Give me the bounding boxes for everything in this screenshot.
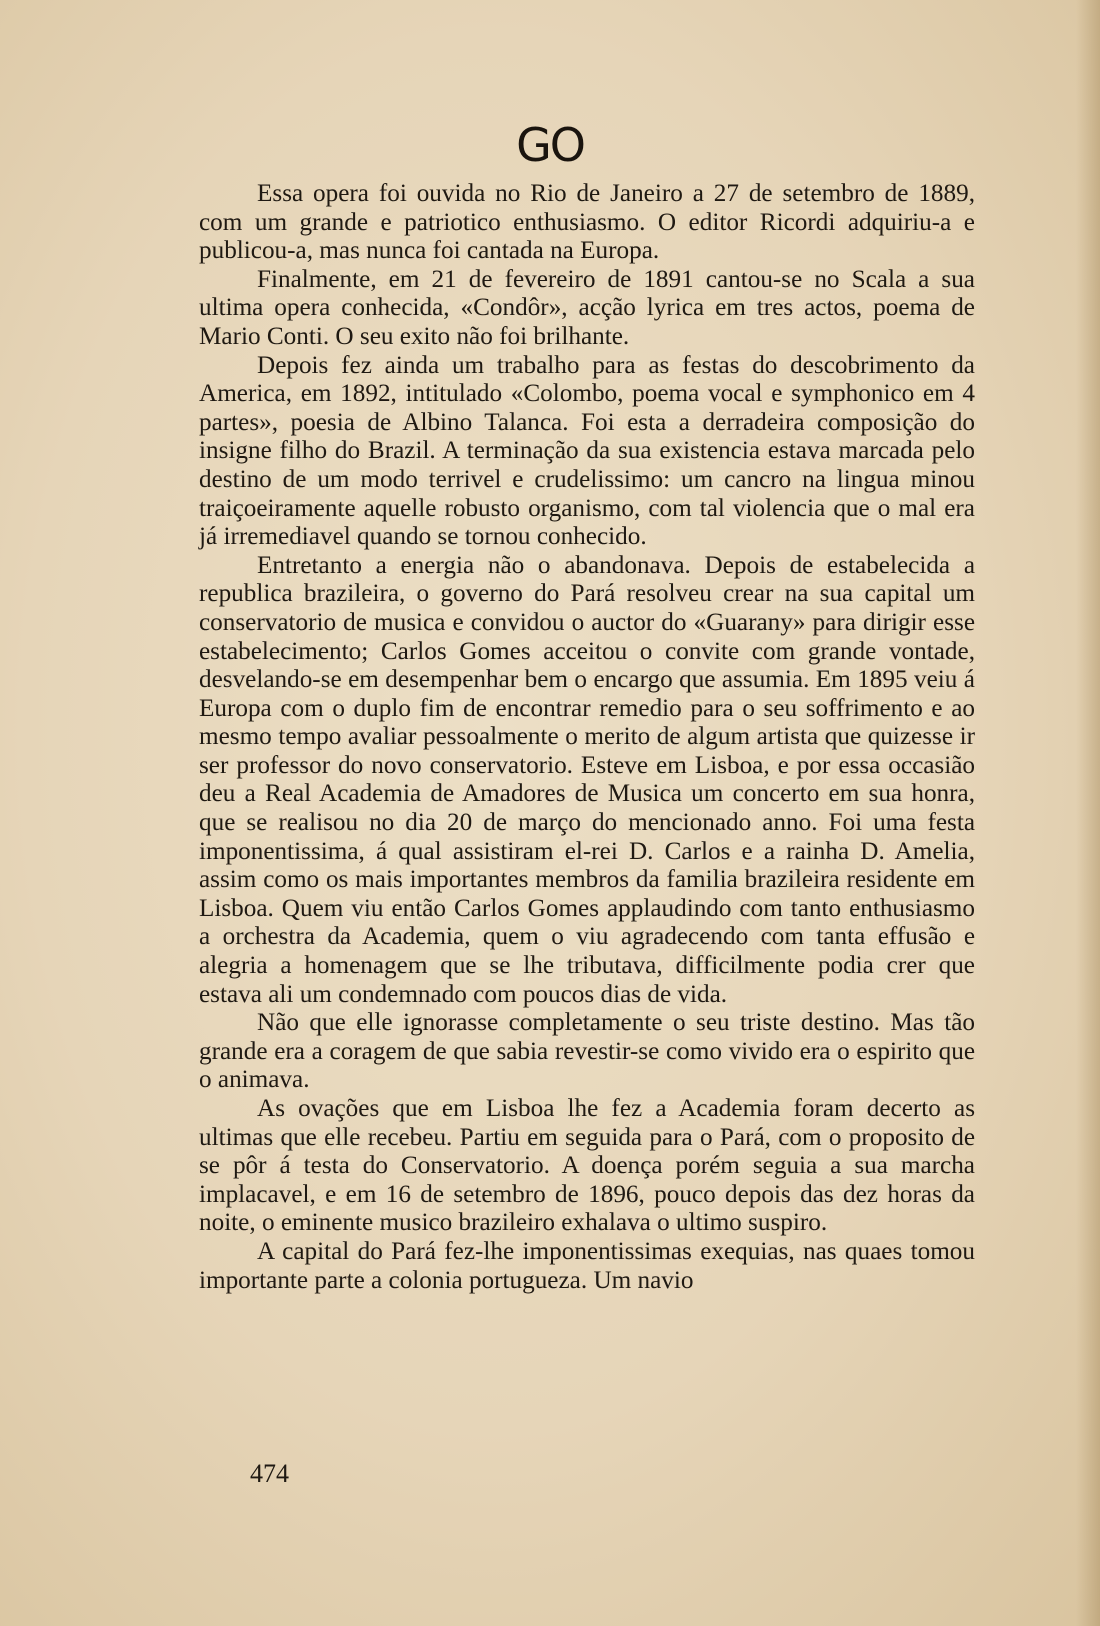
body-text [199, 180, 975, 1295]
paragraph-5: Não que elle ignorasse completamente o seu triste destino. Mas tão grande era a coragem de que sabia revestir-se como vivido era o espirito que o animava. [199, 1009, 975, 1094]
page-number: 474 [250, 1459, 289, 1488]
paragraph-3: Depois fez ainda um trabalho para as festas do descobrimento da America, em 1892, intitulado «Colombo, poema vocal e symphonico em 4 partes», poesia de Albino Talanca. Foi esta a derradeira composição do insigne filho do Brazil. A terminação da sua existencia estava marcada pelo destino de um modo terrivel e crudelissimo: um cancro na lingua minou traiçoeiramente aquelle robusto organismo, com tal violencia que o mal era já irremediavel quando se tornou conhecido. [199, 351, 975, 551]
paragraph-7: A capital do Pará fez-lhe imponentissimas exequias, nas quaes tomou importante parte a colonia portugueza. Um navio [199, 1237, 975, 1294]
paragraph-2: Finalmente, em 21 de fevereiro de 1891 cantou-se no Scala a sua ultima opera conhecida, «Condôr», acção lyrica em tres actos, poema de Mario Conti. O seu exito não foi brilhante. [199, 265, 975, 350]
paragraph-1: Essa opera foi ouvida no Rio de Janeiro a 27 de setembro de 1889, com um grande e patriotico enthusiasmo. O editor Ricordi adquiriu-a e publicou-a, mas nunca foi cantada na Europa. [199, 180, 975, 265]
paragraph-4: Entretanto a energia não o abandonava. Depois de estabelecida a republica brazileira, o governo do Pará resolveu crear na sua capital um conservatorio de musica e convidou o auctor do «Guarany» para dirigir esse estabelecimento; Carlos Gomes acceitou o convite com grande vontade, desvelando-se em desempenhar bem o encargo que assumia. Em 1895 veiu á Europa com o duplo fim de encontrar remedio para o seu soffrimento e ao mesmo tempo avaliar pessoalmente o merito de algum artista que quizesse ir ser professor do novo conservatorio. Esteve em Lisboa, e por essa occasião deu a Real Academia de Amadores de Musica um concerto em sua honra, que se realisou no dia 20 de março do mencionado anno. Foi uma festa imponentissima, á qual assistiram el-rei D. Carlos e a rainha D. Amelia, assim como os mais importantes membros da familia brazileira residente em Lisboa. Quem viu então Carlos Gomes applaudindo com tanto enthusiasmo a orchestra da Academia, quem o viu agradecendo com tanta effusão e alegria a homenagem que se lhe tributava, difficilmente podia crer que estava ali um condemnado com poucos dias de vida. [199, 551, 975, 1008]
paragraph-6: As ovações que em Lisboa lhe fez a Academia foram decerto as ultimas que elle recebeu. Partiu em seguida para o Pará, com o proposito de se pôr á testa do Conservatorio. A doença porém seguia a sua marcha implacavel, e em 16 de setembro de 1896, pouco depois das dez horas da noite, o eminente musico brazileiro exhalava o ultimo suspiro. [199, 1095, 975, 1237]
page-edge-shadow [1076, 0, 1100, 1626]
running-title: GO [516, 118, 584, 172]
